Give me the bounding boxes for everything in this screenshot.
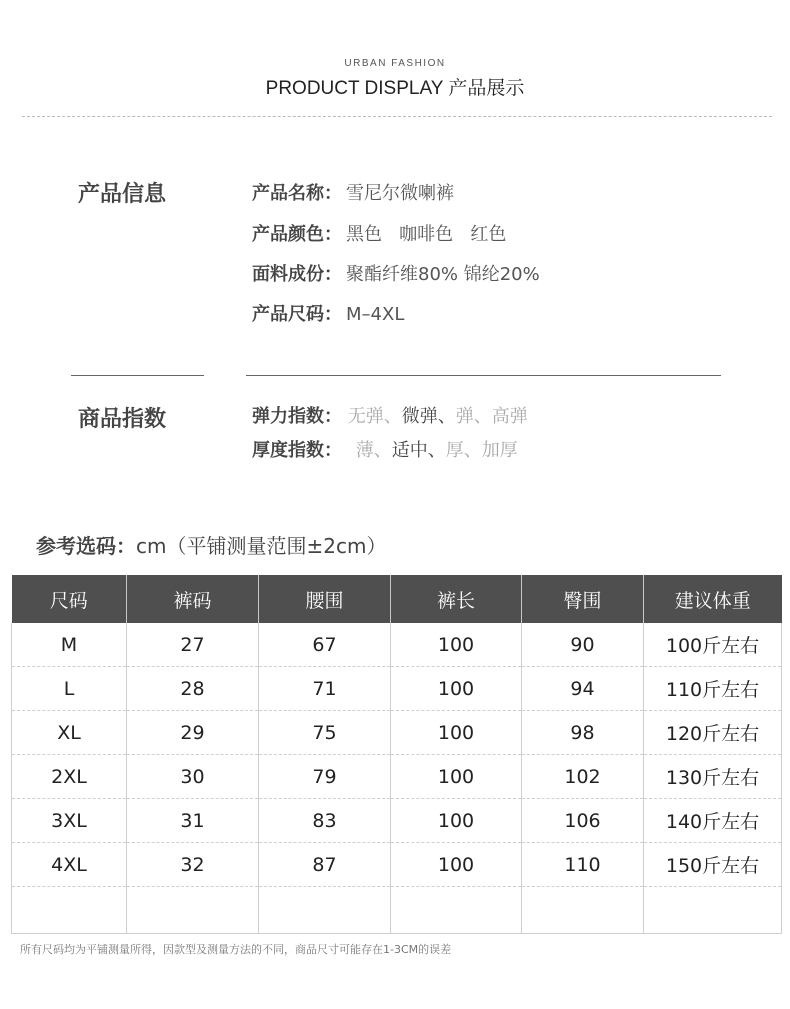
table-cell: XL xyxy=(12,711,127,755)
table-row-empty xyxy=(12,887,782,934)
info-row-material xyxy=(252,260,540,286)
table-cell: 90 xyxy=(522,623,644,667)
product-index-title: 商品指数 xyxy=(78,407,167,432)
elasticity-option: 高弹 xyxy=(491,406,528,427)
empty-cell xyxy=(12,887,127,934)
table-cell: 30 xyxy=(127,755,259,799)
table-cell: 28 xyxy=(127,667,259,711)
table-cell: 94 xyxy=(522,667,644,711)
table-cell: 100 xyxy=(391,667,522,711)
table-cell: 100 xyxy=(391,843,522,887)
info-value: 黑色 咖啡色 红色 xyxy=(346,224,507,245)
thickness-option-selected: 适中、 xyxy=(391,440,446,461)
info-row-color xyxy=(252,220,506,246)
info-label: 产品尺码： xyxy=(252,304,342,325)
table-row xyxy=(12,799,782,843)
size-footnote: 所有尺码均为平铺测量所得，因款型及测量方法的不同，商品尺寸可能存在1-3CM的误差 xyxy=(20,943,452,956)
empty-cell xyxy=(644,887,782,934)
table-cell: 29 xyxy=(127,711,259,755)
table-cell: 79 xyxy=(259,755,391,799)
table-cell: 32 xyxy=(127,843,259,887)
table-cell: 67 xyxy=(259,623,391,667)
size-table xyxy=(11,575,782,934)
info-label: 产品颜色： xyxy=(252,224,342,245)
table-row xyxy=(12,623,782,667)
elasticity-option: 弹、 xyxy=(455,406,492,427)
table-cell: 98 xyxy=(522,711,644,755)
table-cell: 83 xyxy=(259,799,391,843)
empty-cell xyxy=(127,887,259,934)
table-row xyxy=(12,667,782,711)
table-cell: 27 xyxy=(127,623,259,667)
table-cell: 100 xyxy=(391,711,522,755)
elasticity-option: 无弹、 xyxy=(347,406,402,427)
table-cell: 3XL xyxy=(12,799,127,843)
header-subtitle: URBAN FASHION xyxy=(344,58,446,69)
table-cell: 100 xyxy=(391,623,522,667)
column-header: 裤码 xyxy=(127,575,259,623)
info-value: 聚酯纤维80% 锦纶20% xyxy=(346,264,540,285)
table-cell: 140斤左右 xyxy=(644,799,782,843)
table-cell: 106 xyxy=(522,799,644,843)
table-cell: 2XL xyxy=(12,755,127,799)
table-cell: 110 xyxy=(522,843,644,887)
table-cell: 110斤左右 xyxy=(644,667,782,711)
table-row xyxy=(12,843,782,887)
info-value: 雪尼尔微喇裤 xyxy=(346,183,454,204)
info-row-name xyxy=(252,179,454,205)
empty-cell xyxy=(259,887,391,934)
table-cell: 130斤左右 xyxy=(644,755,782,799)
table-cell: 75 xyxy=(259,711,391,755)
elasticity-index xyxy=(252,402,528,428)
table-cell: M xyxy=(12,623,127,667)
table-cell: 100 xyxy=(391,799,522,843)
thickness-option: 薄、 xyxy=(355,440,392,461)
column-header: 建议体重 xyxy=(644,575,782,623)
table-cell: 100斤左右 xyxy=(644,623,782,667)
column-header: 臀围 xyxy=(522,575,644,623)
table-cell: 100 xyxy=(391,755,522,799)
section-divider-right xyxy=(246,375,721,376)
page-title: PRODUCT DISPLAY 产品展示 xyxy=(265,78,525,99)
thickness-index xyxy=(252,436,518,462)
table-cell: 71 xyxy=(259,667,391,711)
thickness-label: 厚度指数： xyxy=(252,440,342,461)
table-cell: 120斤左右 xyxy=(644,711,782,755)
header-divider xyxy=(22,116,772,117)
table-header-row xyxy=(12,575,782,623)
table-cell: 150斤左右 xyxy=(644,843,782,887)
column-header: 腰围 xyxy=(259,575,391,623)
empty-cell xyxy=(391,887,522,934)
section-divider-left xyxy=(71,375,204,376)
size-chart-heading xyxy=(36,530,386,559)
thickness-option: 厚、 xyxy=(445,440,482,461)
info-label: 产品名称： xyxy=(252,183,342,204)
size-chart-heading-label: 参考选码： xyxy=(36,534,136,558)
column-header: 裤长 xyxy=(391,575,522,623)
table-cell: L xyxy=(12,667,127,711)
info-label: 面料成份： xyxy=(252,264,342,285)
empty-cell xyxy=(522,887,644,934)
thickness-option: 加厚 xyxy=(481,440,518,461)
table-row xyxy=(12,711,782,755)
product-info-title: 产品信息 xyxy=(78,182,167,207)
table-cell: 87 xyxy=(259,843,391,887)
info-row-size xyxy=(252,300,404,326)
size-chart-heading-note: cm（平铺测量范围±2cm） xyxy=(136,534,387,558)
info-value: M–4XL xyxy=(346,304,405,325)
elasticity-label: 弹力指数： xyxy=(252,406,342,427)
table-cell: 102 xyxy=(522,755,644,799)
elasticity-option-selected: 微弹、 xyxy=(401,406,456,427)
column-header: 尺码 xyxy=(12,575,127,623)
table-row xyxy=(12,755,782,799)
table-cell: 4XL xyxy=(12,843,127,887)
table-cell: 31 xyxy=(127,799,259,843)
